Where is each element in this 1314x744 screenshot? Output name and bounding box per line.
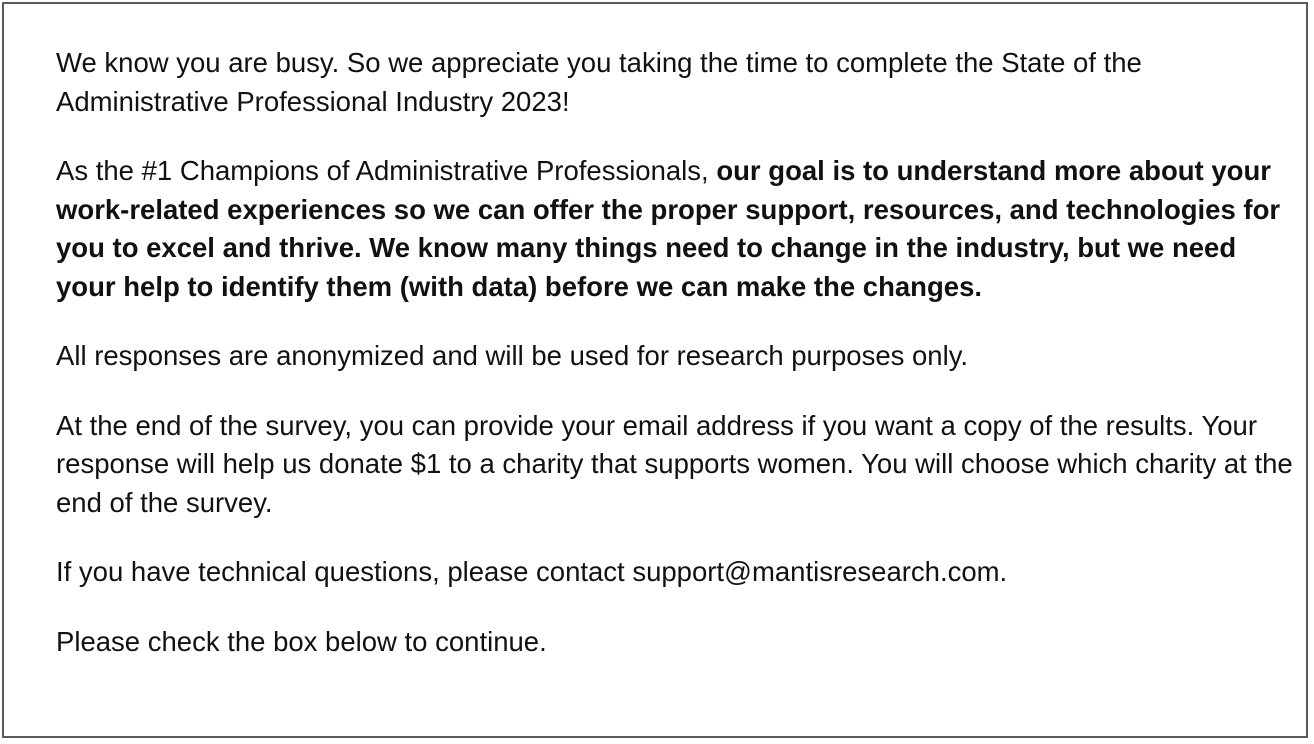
intro-paragraph-results-charity: At the end of the survey, you can provide your email address if you want a copy of the results. Your response will help us donate $1 to a charity that supports women. You will choose which charity at the end of the survey. — [56, 409, 1293, 518]
goal-lead-text: As the #1 Champions of Administrative Professionals, — [56, 155, 717, 186]
intro-paragraph-thanks: We know you are busy. So we appreciate you taking the time to complete the State of the Administrative Professional Industry 2023! — [56, 47, 1142, 117]
intro-paragraph-goal — [56, 152, 1296, 306]
intro-paragraph-anonymity: All responses are anonymized and will be used for research purposes only. — [56, 340, 969, 371]
intro-paragraph-support-contact: If you have technical questions, please contact support@mantisresearch.com. — [56, 556, 1008, 587]
goal-bold-text: our goal is to understand more about your work-related experiences so we can offer the proper support, resources, and technologies for you to excel and thrive. We know many things need to change in the industry, but we need your help to identify them (with data) before we can make the changes. — [56, 155, 1281, 302]
intro-text-block — [56, 44, 1296, 661]
intro-paragraph-continue-instruction: Please check the box below to continue. — [56, 625, 547, 657]
survey-intro-panel — [2, 2, 1308, 738]
